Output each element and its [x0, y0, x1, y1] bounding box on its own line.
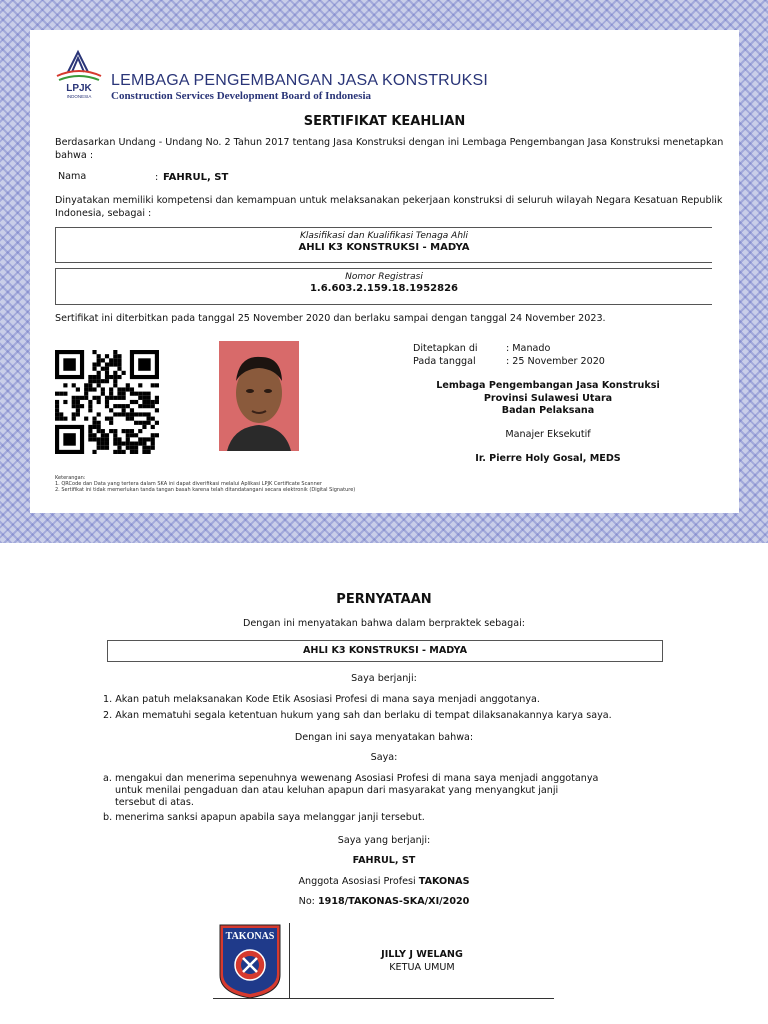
membership-number-line — [0, 896, 768, 907]
promise-item-2: 2. Akan mematuhi segala ketentuan hukum yang sah dan berlaku di tempat dilaksanakannya karya saya. — [103, 710, 612, 721]
signer-title: Manajer Eksekutif — [505, 429, 591, 440]
lpjk-logo — [54, 42, 104, 100]
note-2: 2. Sertifikat ini tidak memerlukan tanda tangan basah karena telah ditandatangani secara elektronik (Digital Signature) — [55, 487, 356, 493]
issuer-line-3: Badan Pelaksana — [501, 405, 595, 416]
membership-line — [0, 876, 768, 887]
statement-title: PERNYATAAN — [336, 592, 432, 607]
intro-line-1: Berdasarkan Undang - Undang No. 2 Tahun 2017 tentang Jasa Konstruksi dengan ini Lembaga Pengembangan Jasa Konstruksi menetapkan — [55, 137, 724, 148]
signer-name: Ir. Pierre Holy Gosal, MEDS — [475, 453, 621, 464]
issued-at-label: Ditetapkan di — [413, 343, 478, 354]
name-separator: : — [155, 172, 159, 183]
registration-number: 1.6.603.2.159.18.1952826 — [309, 283, 459, 294]
member-org: TAKONAS — [418, 876, 470, 887]
statement-intro: Dengan ini menyatakan bahwa dalam berpraktek sebagai: — [243, 618, 525, 629]
name-label: Nama — [58, 171, 87, 182]
signer-header: Saya yang berjanji: — [337, 835, 431, 846]
intro-text — [55, 136, 723, 162]
item-a-line-1: a. mengakui dan menerima sepenuhnya wewenang Asosiasi Profesi di mana saya menjadi anggotanya — [103, 773, 599, 784]
promise-item-1: 1. Akan patuh melaksanakan Kode Etik Asosiasi Profesi di mana saya menjadi anggotanya. — [103, 694, 540, 705]
chair-title: KETUA UMUM — [389, 962, 455, 973]
notes-title: Keterangan: — [55, 475, 86, 481]
emblem-text: TAKONAS — [225, 931, 275, 942]
holder-name: FAHRUL, ST — [163, 172, 229, 183]
issuer-line-2: Provinsi Sulawesi Utara — [483, 392, 613, 404]
signature-divider — [289, 923, 290, 998]
logo-subtext: INDONESIA — [66, 94, 92, 99]
validity-text: Sertifikat ini diterbitkan pada tanggal 25 November 2020 dan berlaku sampai dengan tanggal 24 November 2023. — [55, 313, 606, 324]
issuer-name — [413, 380, 683, 418]
membership-number: 1918/TAKONAS-SKA/XI/2020 — [317, 896, 470, 907]
signature-baseline — [213, 998, 554, 999]
classification-label: Klasifikasi dan Kualifikasi Tenaga Ahli — [299, 231, 469, 241]
holder-photo — [219, 341, 299, 451]
classification-box — [55, 227, 712, 263]
certificate-title: SERTIFIKAT KEAHLIAN — [303, 114, 466, 129]
declaration-text — [55, 194, 722, 220]
item-a-line-2: untuk menilai pengaduan dan atau keluhan apapun dari masyarakat yang menyangkut janji — [115, 785, 559, 796]
chair-name: JILLY J WELANG — [381, 949, 463, 960]
declare-header: Dengan ini saya menyatakan bahwa: — [294, 732, 474, 743]
member-prefix: Anggota Asosiasi Profesi — [298, 876, 419, 887]
number-prefix: No: — [298, 896, 318, 907]
certificate-card — [30, 30, 739, 513]
issued-at-value: : Manado — [506, 343, 551, 354]
qr-code — [55, 350, 159, 454]
declaration-line-2: Indonesia, sebagai : — [55, 208, 152, 219]
declare-item-b: b. menerima sanksi apapun apabila saya melanggar janji tersebut. — [103, 812, 425, 823]
org-name: LEMBAGA PENGEMBANGAN JASA KONSTRUKSI — [111, 72, 489, 89]
promise-header: Saya berjanji: — [351, 673, 417, 684]
takonas-emblem — [218, 923, 282, 999]
portrait-illustration — [219, 341, 299, 451]
issued-on-label: Pada tanggal — [413, 356, 476, 367]
org-subtitle: Construction Services Development Board of Indonesia — [111, 90, 372, 102]
intro-line-2: bahwa : — [55, 150, 94, 161]
saya-label: Saya: — [370, 752, 398, 763]
item-a-line-3: tersebut di atas. — [115, 797, 194, 808]
classification-value: AHLI K3 KONSTRUKSI - MADYA — [298, 242, 470, 253]
statement-signer-name: FAHRUL, ST — [352, 855, 416, 866]
declaration-line-1: Dinyatakan memiliki kompetensi dan kemampuan untuk melaksanakan pekerjaan konstruksi di seluruh wilayah Negara Kesatuan Republik — [55, 195, 723, 206]
certificate-notes — [55, 475, 355, 493]
issued-on-value: : 25 November 2020 — [506, 356, 605, 367]
note-1: 1. QRCode dan Data yang tertera dalam SKA ini dapat diverifikasi melalui Aplikasi LPJK Certificate Scanner — [55, 481, 322, 487]
registration-label: Nomor Registrasi — [345, 272, 423, 282]
issuer-line-1: Lembaga Pengembangan Jasa Konstruksi — [436, 380, 660, 391]
registration-box — [55, 268, 712, 305]
statement-role-box: AHLI K3 KONSTRUKSI - MADYA — [107, 640, 663, 662]
logo-text: LPJK — [66, 83, 92, 94]
declare-item-a — [103, 773, 598, 809]
